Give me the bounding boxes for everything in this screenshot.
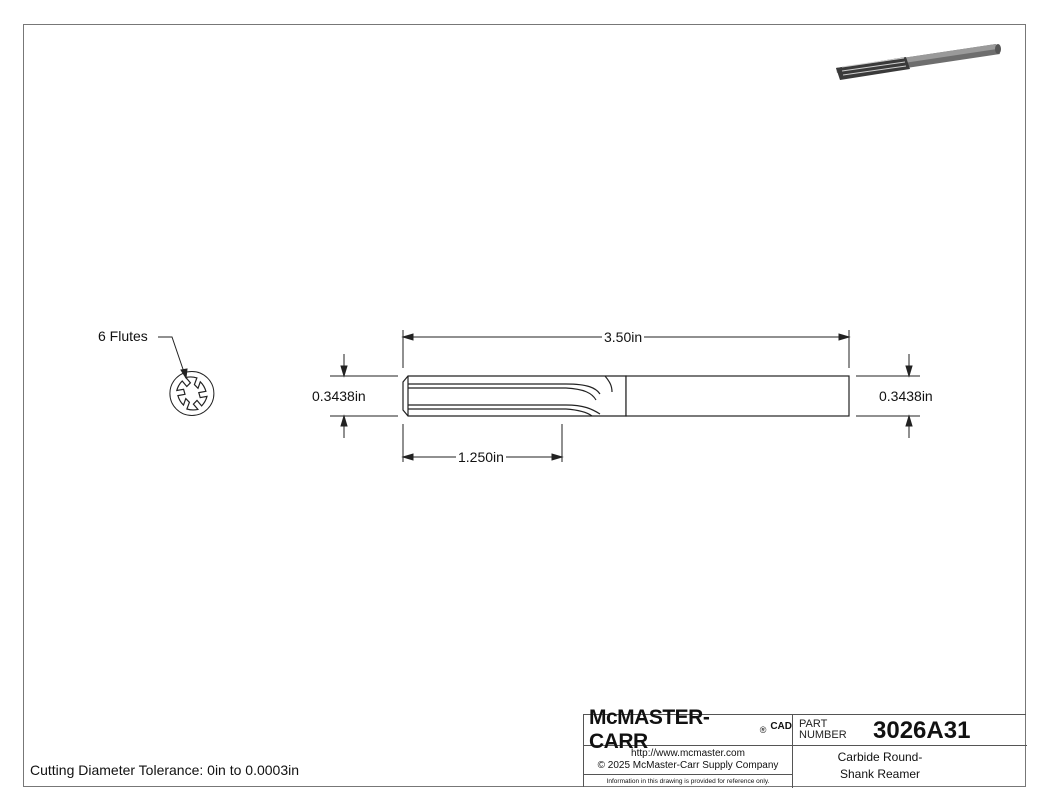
description-line2: Shank Reamer [839,767,921,781]
cad-icon [770,721,792,732]
description-line1: Carbide Round- [837,750,923,764]
flute-length-label: 1.250in [458,449,504,465]
right-diameter-label: 0.3438in [879,388,933,404]
cad-label: CAD [770,720,792,732]
part-description [793,746,1027,788]
overall-length-label: 3.50in [604,329,643,345]
logo-text: McMASTER-CARR [589,706,710,753]
title-block [583,706,1026,787]
flute-leader [158,337,187,378]
flute-count-label: 6 Flutes [98,328,148,344]
part-label-line2: NUMBER [799,729,847,741]
part-number: 3026A31 [853,715,1027,746]
company-info [584,746,793,774]
part-number-label [793,715,853,746]
disclaimer: Information in this drawing is provided for reference only. [584,774,793,788]
website-url: http://www.mcmaster.com [631,748,745,759]
part-label-line1: PART [799,718,828,730]
mcmaster-logo [584,706,793,753]
end-view [170,372,214,416]
copyright: © 2025 McMaster-Carr Supply Company [597,760,779,771]
isometric-view [836,44,1001,80]
left-diameter-label: 0.3438in [312,388,366,404]
registered-mark: ® [759,725,767,735]
tolerance-note: Cutting Diameter Tolerance: 0in to 0.0003in [30,762,300,778]
side-view [403,376,849,416]
